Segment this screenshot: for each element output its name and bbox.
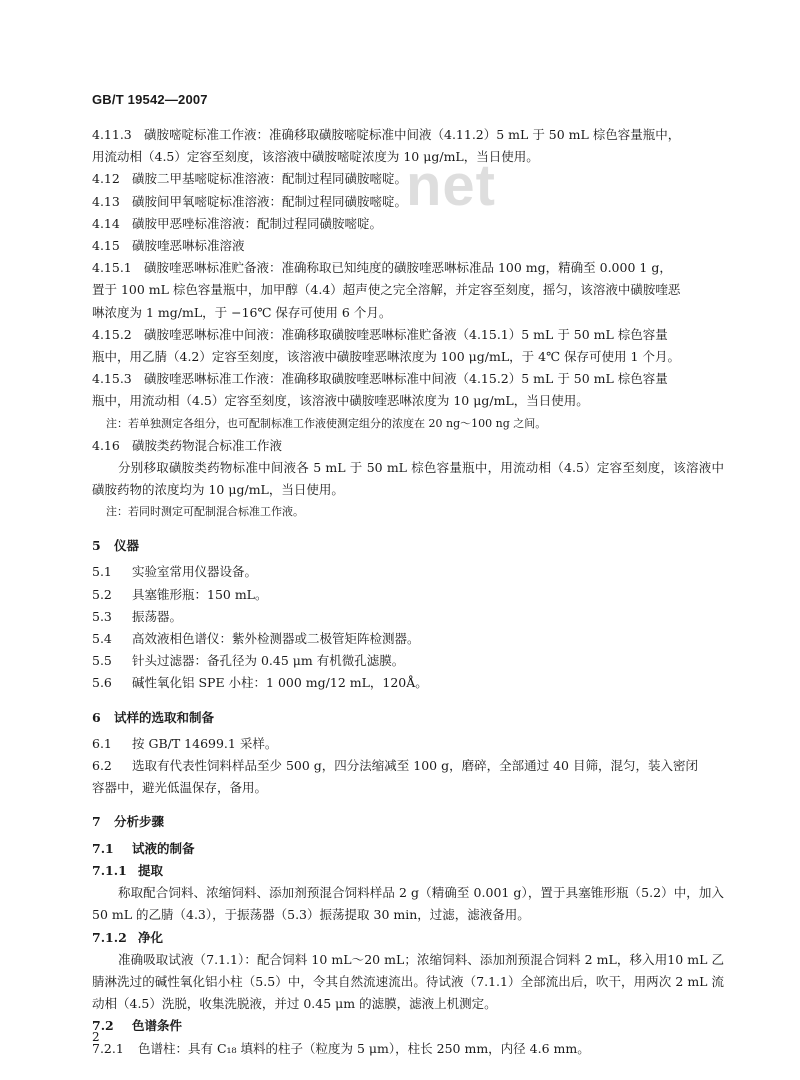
clause-6-1: [92, 733, 724, 755]
clause-number: 7.1: [92, 840, 114, 856]
clause-7-1-1: [92, 860, 724, 882]
clause-continuation: 瓶中，用流动相（4.5）定容至刻度，该溶液中磺胺喹恶啉浓度为 10 μg/mL，当日使用。: [92, 393, 589, 409]
clause-text: 高效液相色谱仪：紫外检测器或二极管矩阵检测器。: [132, 631, 420, 647]
clause-number: 5.2: [92, 586, 112, 602]
clause-text: 色谱柱：具有 C₁₈ 填料的柱子（粒度为 5 μm），柱长 250 mm，内径 4.6 mm。: [138, 1040, 590, 1056]
clause-5-2: [92, 584, 724, 606]
clause-text: 按 GB/T 14699.1 采样。: [132, 735, 278, 751]
section-number: 7: [92, 814, 101, 830]
clause-text: 磺胺喹恶啉标准贮备液：准确称取已知纯度的磺胺喹恶啉标准品 100 mg，精确至 0.000 1 g，: [144, 260, 672, 276]
paragraph-line: 溶液中磺胺药物的浓度均为 10 μg/mL，当日使用。: [92, 459, 724, 498]
clause-continuation: 啉浓度为 1 mg/mL，于 −16℃ 保存可使用 6 个月。: [92, 304, 392, 320]
clause-7-1-2: [92, 927, 724, 949]
clause-4-15-2: [92, 324, 724, 346]
clause-number: 5.4: [92, 631, 112, 647]
paragraph: [92, 949, 724, 1016]
clause-4-11-3: [92, 124, 724, 146]
clause-7-2: [92, 1015, 724, 1037]
paragraph: [92, 457, 724, 501]
clause-text: 磺胺嘧啶标准工作液：准确移取磺胺嘧啶标准中间液（4.11.2）5 mL 于 50 mL 棕色容量瓶中，: [144, 127, 681, 142]
clause-7-1: [92, 838, 724, 860]
clause-number: 5.3: [92, 608, 112, 624]
paragraph-line: 称取配合饲料、浓缩饲料、添加剂预混合饲料样品 2 g（精确至 0.001 g），置于具塞锥形瓶（5.2）中，: [118, 885, 699, 901]
section-5-heading: [92, 535, 724, 557]
clause-number: 4.16: [92, 437, 120, 453]
clause-number: 7.2: [92, 1018, 114, 1034]
clause-4-16: [92, 435, 724, 457]
clause-continuation: 容器中，避光低温保存，备用。: [92, 780, 268, 796]
clause-number: 7.2.1: [92, 1040, 124, 1056]
clause-number: 4.12: [92, 171, 120, 187]
clause-4-15: [92, 235, 724, 257]
clause-title: 试液的制备: [132, 840, 195, 856]
paragraph-line: 用两次 2 mL 流动相（4.5）洗脱，收集洗脱液，并过 0.45 μm 的滤膜，滤液上机测定。: [92, 973, 725, 1012]
clause-4-12: [92, 168, 724, 190]
clause-4-15-1: [92, 257, 724, 279]
clause-title: 净化: [138, 929, 164, 945]
note: 注：若单独测定各组分，也可配制标准工作液使测定组分的浓度在 20 ng～100 ng 之间。: [106, 416, 547, 430]
watermark: net: [406, 153, 496, 218]
paragraph: [92, 882, 724, 926]
clause-number: 4.13: [92, 193, 120, 209]
clause-number: 4.11.3: [92, 127, 132, 142]
clause-5-4: [92, 628, 724, 650]
clause-text: 振荡器。: [132, 608, 183, 624]
clause-7-2-1: [92, 1038, 724, 1060]
clause-number: 5.5: [92, 653, 112, 669]
clause-title: 提取: [138, 862, 164, 878]
clause-continuation: 置于 100 mL 棕色容量瓶中，加甲醇（4.4）超声使之完全溶解，并定容至刻度，摇匀，该溶液中磺胺喹恶: [92, 282, 681, 298]
section-6-heading: [92, 707, 724, 729]
clause-text: 磺胺甲恶唑标准溶液：配制过程同磺胺嘧啶。: [132, 215, 383, 231]
paragraph-line: 分别移取磺胺类药物标准中间液各 5 mL 于 50 mL 棕色容量瓶中，用流动相（4.5）定容至刻度，该: [118, 459, 687, 475]
clause-text: 具塞锥形瓶：150 mL。: [132, 586, 268, 602]
section-number: 6: [92, 709, 101, 725]
clause-number: 5.1: [92, 564, 112, 580]
clause-text: 实验室常用仪器设备。: [132, 564, 258, 580]
clause-continuation: 瓶中，用乙腈（4.2）定容至刻度，该溶液中磺胺喹恶啉浓度为 100 μg/mL，于 4℃ 保存可使用 1 个月。: [92, 349, 680, 365]
section-7-heading: [92, 811, 724, 833]
paragraph-line: 10 mL 乙腈淋洗过的碱性氧化铝小柱（5.5）中，令其自然流速流出。待试液（7.1.1）全部流出后，吹干，: [92, 951, 724, 989]
clause-number: 4.15.2: [92, 326, 132, 342]
clause-number: 5.6: [92, 675, 112, 691]
clause-continuation: 用流动相（4.5）定容至刻度，该溶液中磺胺嘧啶浓度为 10 μg/mL，当日使用。: [92, 149, 539, 165]
clause-number: 4.15: [92, 238, 120, 254]
clause-5-1: [92, 561, 724, 583]
clause-title: 色谱条件: [132, 1018, 183, 1034]
clause-text: 磺胺类药物混合标准工作液: [132, 437, 283, 453]
page-number: 2: [92, 1030, 100, 1044]
clause-4-15-3: [92, 368, 724, 390]
clause-text: 磺胺喹恶啉标准溶液: [132, 238, 245, 254]
clause-number: 7.1.2: [92, 929, 127, 945]
clause-4-13: [92, 191, 724, 213]
clause-number: 4.15.1: [92, 260, 132, 276]
clause-text: 磺胺二甲基嘧啶标准溶液：配制过程同磺胺嘧啶。: [132, 171, 408, 187]
section-title: 分析步骤: [114, 814, 165, 830]
clause-text: 磺胺喹恶啉标准中间液：准确移取磺胺喹恶啉标准贮备液（4.15.1）5 mL 于 50 mL 棕色容量: [144, 326, 668, 342]
clause-6-2: [92, 755, 724, 777]
clause-4-14: [92, 213, 724, 235]
clause-number: 4.14: [92, 215, 120, 231]
clause-5-5: [92, 650, 724, 672]
clause-text: 磺胺间甲氧嘧啶标准溶液：配制过程同磺胺嘧啶。: [132, 193, 408, 209]
clause-number: 7.1.1: [92, 862, 127, 878]
paragraph-line: 加入 50 mL 的乙腈（4.3），于振荡器（5.3）振荡提取 30 min，过滤，滤液备用。: [92, 885, 724, 923]
clause-number: 4.15.3: [92, 371, 132, 387]
standard-number-header: GB/T 19542—2007: [92, 92, 208, 107]
clause-number: 6.2: [92, 758, 112, 774]
document-body: [92, 124, 724, 1060]
section-title: 试样的选取和制备: [114, 709, 215, 725]
note: 注：若同时测定可配制混合标准工作液。: [106, 505, 304, 519]
section-title: 仪器: [114, 538, 140, 554]
clause-text: 选取有代表性饲料样品至少 500 g，四分法缩减至 100 g，磨碎，全部通过 40 目筛，混匀，装入密闭: [132, 758, 698, 774]
clause-5-3: [92, 606, 724, 628]
clause-text: 碱性氧化铝 SPE 小柱：1 000 mg/12 mL，120Å。: [132, 675, 428, 691]
paragraph-line: 准确吸取试液（7.1.1）：配合饲料 10 mL～20 mL；浓缩饲料、添加剂预混合饲料 2 mL，移入用: [118, 951, 668, 967]
clause-number: 6.1: [92, 735, 112, 751]
clause-text: 针头过滤器：备孔径为 0.45 μm 有机微孔滤膜。: [132, 653, 405, 669]
clause-5-6: [92, 672, 724, 694]
clause-text: 磺胺喹恶啉标准工作液：准确移取磺胺喹恶啉标准中间液（4.15.2）5 mL 于 50 mL 棕色容量: [144, 371, 668, 387]
section-number: 5: [92, 538, 101, 554]
